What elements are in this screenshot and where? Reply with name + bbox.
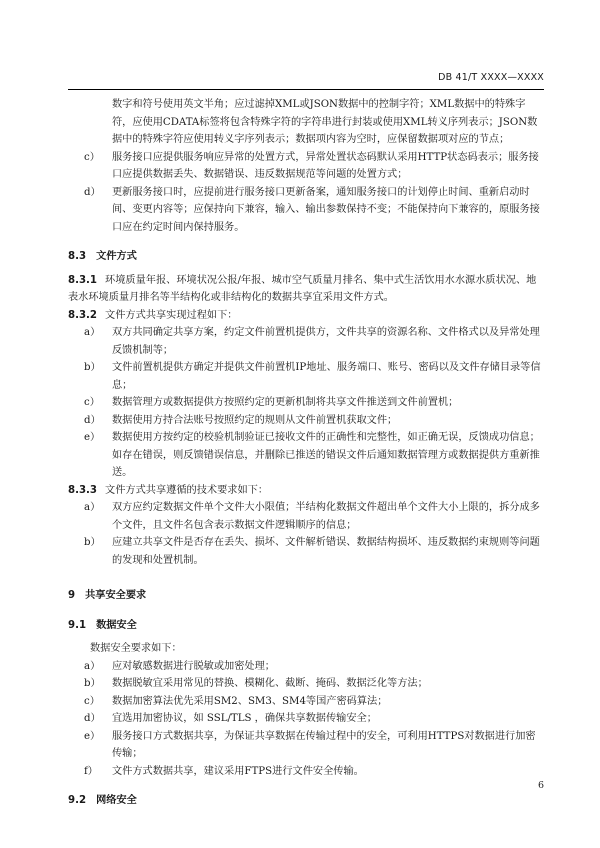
section-number: 9.1 [68, 619, 87, 631]
list-marker: e） [84, 730, 101, 742]
header-rule [68, 89, 544, 90]
list-item [68, 763, 544, 781]
list-marker: d） [84, 414, 101, 426]
list-marker: d） [84, 186, 101, 198]
list-marker: e） [84, 432, 101, 443]
list-item [68, 710, 544, 728]
clause-8-3-1 [68, 272, 544, 307]
list-text: 数据加密算法优先采用SM2、SM3、SM4等国产密码算法； [112, 695, 388, 707]
list-text: 服务接口应提供服务响应异常的处置方式，异常处置状态码默认采用HTTP状态码表示；服务接口应提供数据丢失、数据错误、违反数据规范等问题的处置方式； [112, 151, 539, 180]
list-text: 服务接口方式数据共享，为保证共享数据在传输过程中的安全，可利用HTTPS对数据进行加密传输； [112, 730, 536, 759]
list-item [68, 534, 544, 569]
list-marker: a） [84, 502, 101, 513]
document-code-header: DB 41/T XXXX—XXXX [438, 72, 544, 83]
list-text: 应对敏感数据进行脱敏或加密处理； [112, 660, 275, 672]
section-heading-9-2 [68, 792, 544, 810]
clause-text: 文件方式共享实现过程如下： [105, 309, 238, 321]
list-item [68, 728, 544, 763]
list-marker: f） [84, 765, 98, 777]
list-item [68, 184, 544, 237]
section-number: 8.3 [68, 251, 87, 262]
section-intro: 数据安全要求如下： [90, 643, 182, 654]
list-marker: b） [84, 537, 101, 548]
clause-number: 8.3.2 [68, 309, 98, 321]
list-marker: b） [84, 362, 101, 373]
list-text: 文件前置机提供方确定并提供文件前置机IP地址、服务端口、账号、密码以及文件存储目录等信息； [112, 362, 541, 391]
continued-paragraph: 数字和符号使用英文半角；应过滤掉XML或JSON数据中的控制字符；XML数据中的特殊字符，应使用CDATA标签将包含特殊字符的字符串进行封装或使用XML转义序列表示；JSON数据中的特殊字符应使用转义字序列表示；数据项内容为空时，应保留数据项对应的节点； [112, 99, 538, 145]
list-text: 应建立共享文件是否存在丢失、损坏、文件解析错误、数据结构损坏、违反数据约束规则等问题的发现和处置机制。 [112, 537, 540, 566]
list-item [68, 324, 544, 359]
clause-number: 8.3.1 [68, 274, 98, 286]
section-heading-9 [68, 587, 544, 605]
list-marker: d） [84, 713, 101, 724]
list-item [68, 429, 544, 482]
list-item [68, 359, 544, 394]
clause-text: 环境质量年报、环境状况公报/年报、城市空气质量月排名、集中式生活饮用水水源水质状况、地表水环境质量月排名等半结构化或非结构化的数据共享宜采用文件方式。 [68, 274, 537, 303]
section-number: 9 [68, 590, 76, 601]
list-text: 更新服务接口时，应提前进行服务接口更新备案，通知服务接口的计划停止时间、重新启动时间、变更内容等；应保持向下兼容，输入、输出参数保持不变；不能保持向下兼容的，原服务接口应在约定时间内保持服务。 [112, 186, 540, 233]
list-text: 数据使用方按约定的校验机制验证已接收文件的正确性和完整性，如正确无误，反馈成功信息；如存在错误，则反馈错误信息，并删除已推送的错误文件后通知数据管理方或数据提供方重新推送。 [112, 432, 540, 478]
list-marker: c） [84, 151, 100, 163]
clause-number: 8.3.3 [68, 484, 98, 496]
section-title: 数据安全 [96, 619, 137, 631]
list-item [68, 693, 544, 711]
list-marker: c） [84, 397, 100, 408]
list-item [68, 658, 544, 676]
clause-8-3-2 [68, 307, 544, 325]
list-text: 文件方式数据共享，建议采用FTPS进行文件安全传输。 [112, 765, 364, 777]
list-item [68, 675, 544, 693]
list-marker: b） [84, 678, 101, 689]
list-text: 双方应约定数据文件单个文件大小限值；半结构化数据文件超出单个文件大小上限的，拆分成多个文件，且文件名包含表示数据文件逻辑顺序的信息； [112, 502, 540, 531]
list-text: 数据脱敏宜采用常见的替换、模糊化、截断、掩码、数据泛化等方法； [112, 678, 428, 689]
section-title: 共享安全要求 [85, 590, 147, 601]
section-heading-9-1 [68, 617, 544, 635]
section-title: 网络安全 [96, 795, 137, 806]
clause-8-3-3 [68, 482, 544, 500]
page-number: 6 [537, 780, 544, 791]
list-item [68, 499, 544, 534]
clause-text: 文件方式共享遵循的技术要求如下： [105, 484, 269, 496]
list-marker: a） [84, 660, 101, 672]
section-number: 9.2 [68, 795, 87, 806]
list-text: 双方共同确定共享方案，约定文件前置机提供方，文件共享的资源名称、文件格式以及异常处理反馈机制等； [112, 327, 540, 356]
list-item [68, 394, 544, 412]
list-item [68, 412, 544, 430]
list-marker: a） [84, 327, 101, 338]
list-text: 数据管理方或数据提供方按照约定的更新机制将共享文件推送到文件前置机； [112, 397, 459, 408]
list-text: 宜选用加密协议，如 SSL/TLS ，确保共享数据传输安全； [112, 713, 377, 724]
section-title: 文件方式 [96, 251, 137, 262]
list-item [68, 149, 544, 184]
list-marker: c） [84, 695, 100, 707]
list-text: 数据使用方持合法账号按照约定的规则从文件前置机获取文件； [112, 414, 398, 426]
page-body [68, 96, 544, 816]
section-heading-8-3 [68, 248, 544, 266]
